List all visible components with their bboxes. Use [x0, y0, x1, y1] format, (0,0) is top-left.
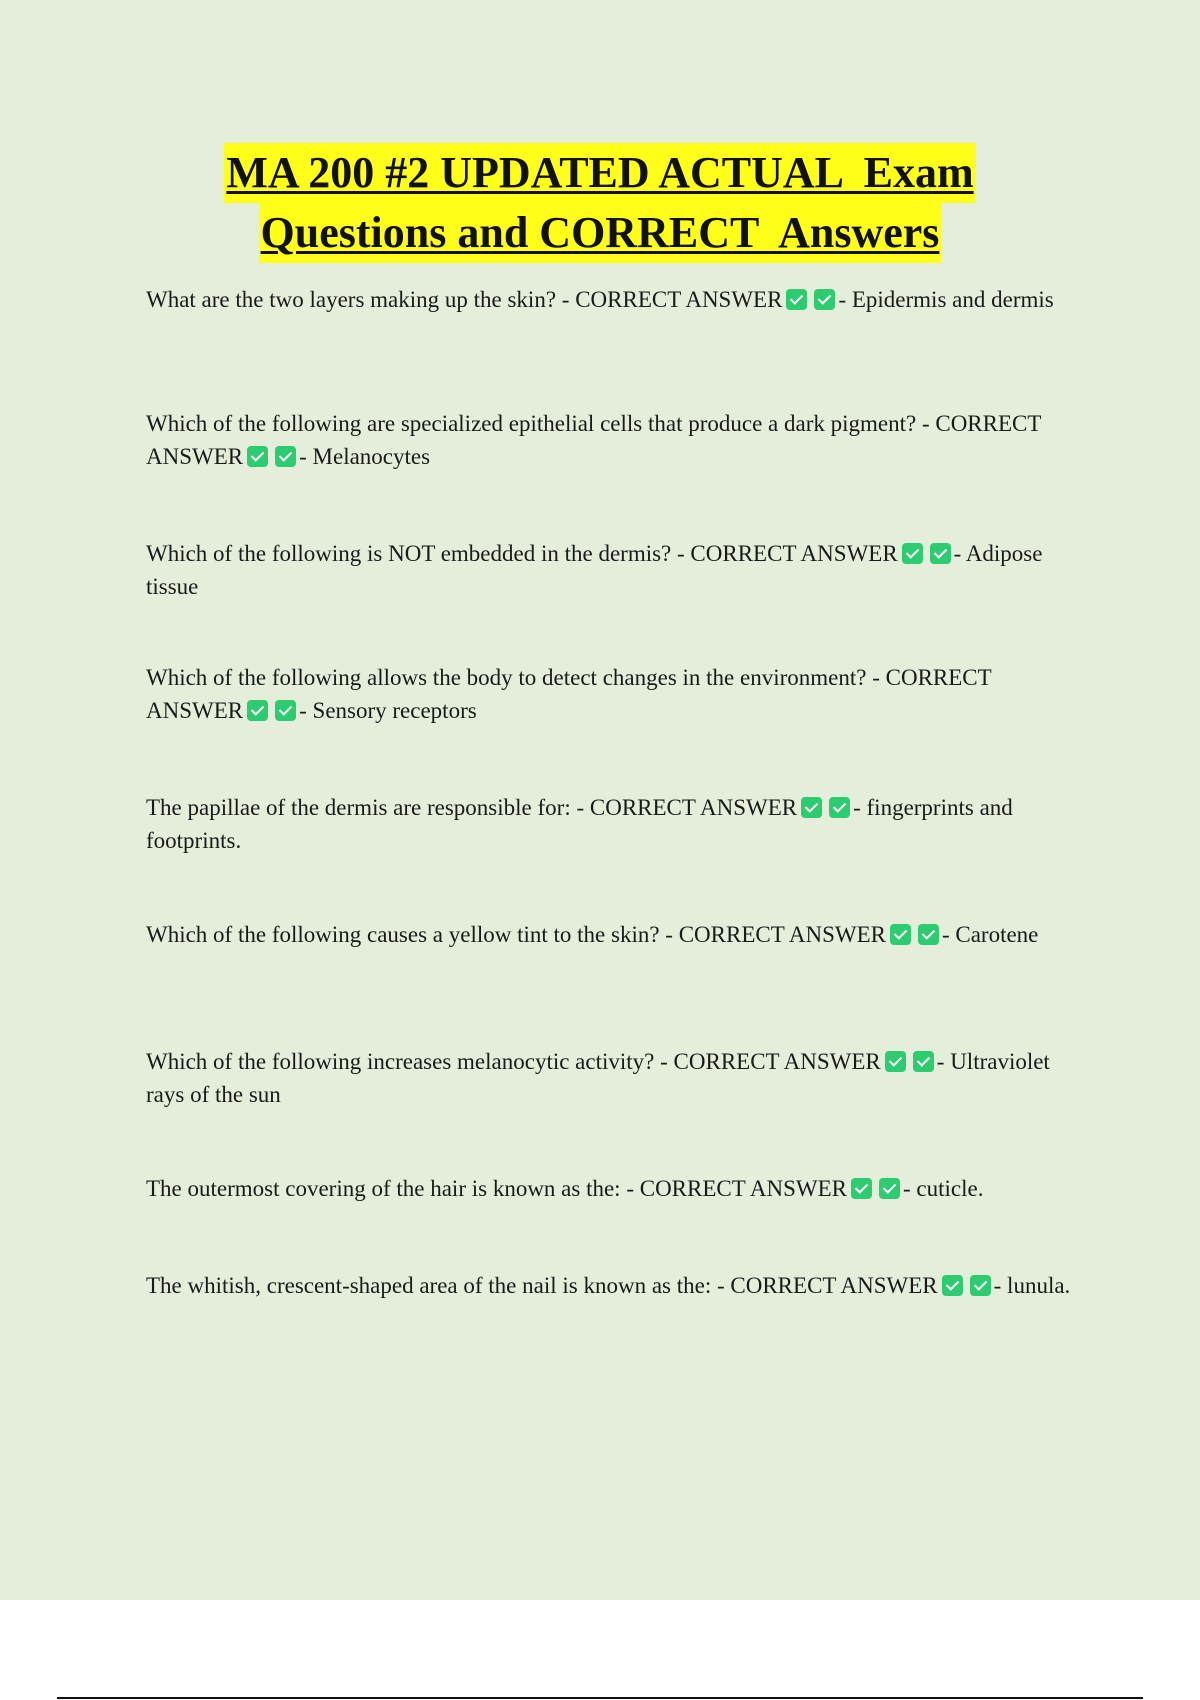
answer-text: - Epidermis and dermis [838, 287, 1054, 312]
check-mark-icon [879, 1178, 900, 1199]
question-text: The papillae of the dermis are responsible for: - CORRECT ANSWER [146, 795, 798, 820]
qa-item [146, 283, 1091, 316]
question-text: Which of the following are specialized epithelial cells that produce a dark pigment? - CORRECT ANSWER [146, 411, 1042, 469]
answer-text: - lunula. [993, 1273, 1071, 1298]
check-mark-icon [275, 700, 296, 721]
qa-item [146, 661, 1091, 727]
check-mark-icon [801, 797, 822, 818]
check-mark-icon [885, 1051, 906, 1072]
check-mark-icon [786, 289, 807, 310]
answer-text: - Carotene [941, 922, 1039, 947]
question-text: Which of the following is NOT embedded in the dermis? - CORRECT ANSWER [146, 541, 898, 566]
answer-text: - Adipose tissue [146, 541, 1043, 599]
check-mark-icon [902, 543, 923, 564]
check-mark-icon [918, 924, 939, 945]
qa-item [146, 918, 1091, 951]
qa-item [146, 791, 1091, 857]
answer-text: - fingerprints and footprints. [146, 795, 1013, 853]
qa-item [146, 537, 1091, 603]
answer-text: - Melanocytes [299, 444, 431, 469]
answer-text: - Sensory receptors [299, 698, 477, 723]
check-mark-icon [247, 446, 268, 467]
check-mark-icon [942, 1275, 963, 1296]
question-text: Which of the following allows the body to detect changes in the environment? - CORRECT ANSWER [146, 665, 992, 723]
answer-text: - Ultraviolet rays of the sun [146, 1049, 1050, 1107]
check-mark-icon [275, 446, 296, 467]
question-text: What are the two layers making up the skin? - CORRECT ANSWER [146, 287, 783, 312]
question-text: The outermost covering of the hair is known as the: - CORRECT ANSWER [146, 1176, 847, 1201]
question-text: Which of the following increases melanocytic activity? - CORRECT ANSWER [146, 1049, 881, 1074]
qa-item [146, 407, 1091, 473]
title-line-2: Questions and CORRECT Answers [259, 203, 942, 263]
check-mark-icon [829, 797, 850, 818]
page-divider [57, 1697, 1143, 1699]
check-mark-icon [913, 1051, 934, 1072]
check-mark-icon [814, 289, 835, 310]
check-mark-icon [851, 1178, 872, 1199]
check-mark-icon [970, 1275, 991, 1296]
answer-text: - cuticle. [902, 1176, 984, 1201]
check-mark-icon [247, 700, 268, 721]
qa-item [146, 1045, 1091, 1111]
question-text: Which of the following causes a yellow tint to the skin? - CORRECT ANSWER [146, 922, 886, 947]
qa-item [146, 1269, 1091, 1302]
title-line-1: MA 200 #2 UPDATED ACTUAL Exam [224, 143, 975, 203]
question-text: The whitish, crescent-shaped area of the nail is known as the: - CORRECT ANSWER [146, 1273, 938, 1298]
document-title [0, 143, 1200, 263]
check-mark-icon [890, 924, 911, 945]
qa-item [146, 1172, 1091, 1205]
check-mark-icon [930, 543, 951, 564]
